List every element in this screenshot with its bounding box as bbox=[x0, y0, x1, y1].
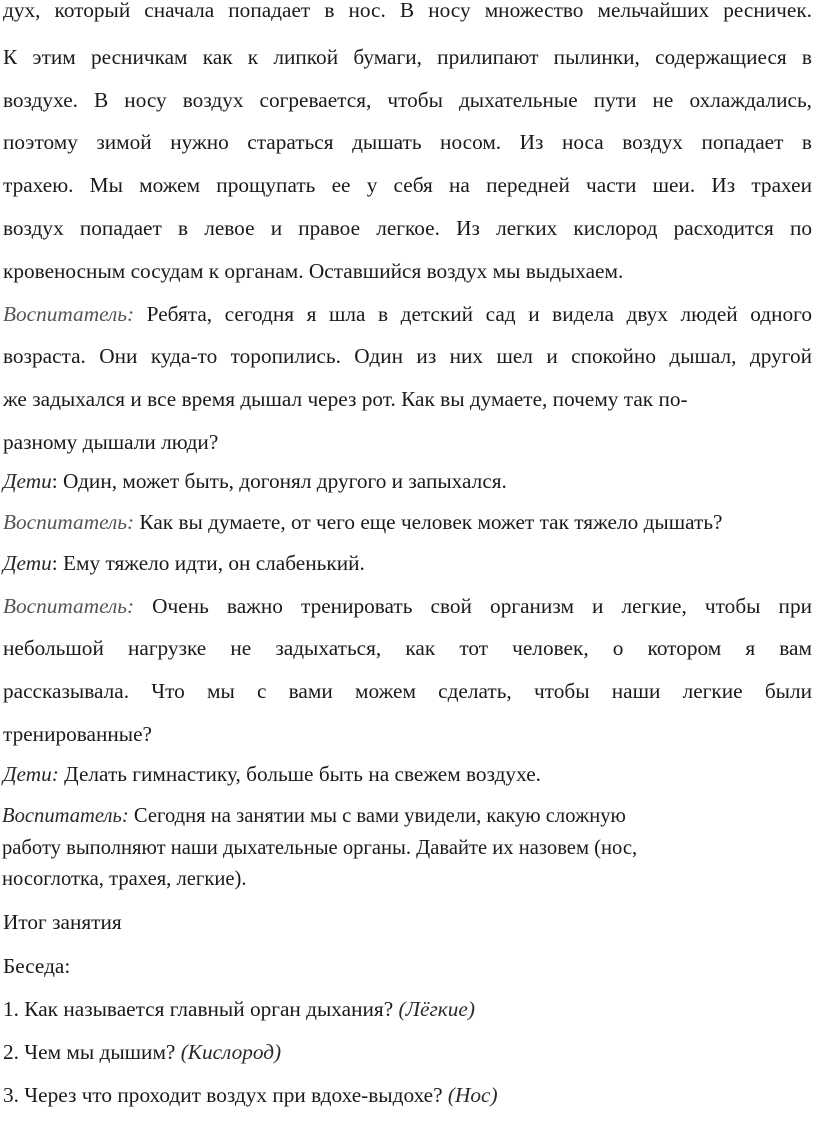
paragraph-line: воздух попадает в левое и правое легкое. Из легких кислород расходится по bbox=[3, 216, 812, 240]
label-colon: : bbox=[51, 551, 58, 575]
paragraph-line: воздухе. В носу воздух согревается, чтобы дыхательные пути не охлаждались, bbox=[3, 88, 812, 112]
children-remark bbox=[3, 467, 812, 495]
label-colon: : bbox=[51, 469, 58, 493]
question-item bbox=[3, 1081, 812, 1109]
paragraph-line: разному дышали люди? bbox=[3, 430, 219, 454]
teacher-label: Воспитатель: bbox=[2, 805, 129, 827]
paragraph-line: тренированные? bbox=[3, 722, 152, 746]
teacher-label: Воспитатель: bbox=[3, 594, 135, 618]
question-text: 1. Как называется главный орган дыхания? bbox=[3, 997, 394, 1021]
question-text: 3. Через что проходит воздух при вдохе-выдохе? bbox=[3, 1083, 443, 1107]
question-answer: (Нос) bbox=[447, 1083, 498, 1107]
paragraph-line: рассказывала. Что мы с вами можем сделать, чтобы наши легкие были bbox=[3, 679, 812, 703]
paragraph-line: работу выполняют наши дыхательные органы. Давайте их назовем (нос, bbox=[2, 837, 638, 859]
question-item bbox=[3, 995, 812, 1023]
teacher-remark bbox=[3, 592, 812, 620]
question-item bbox=[3, 1038, 812, 1066]
teacher-label: Воспитатель: bbox=[3, 302, 135, 326]
summary-heading: Итог занятия bbox=[3, 910, 122, 934]
paragraph-line: кровеносным сосудам к органам. Оставшийся воздух мы выдыхаем. bbox=[3, 259, 624, 283]
teacher-remark bbox=[2, 802, 812, 830]
paragraph-line: же задыхался и все время дышал через рот. Как вы думаете, почему так по- bbox=[3, 387, 688, 411]
children-label: Дети bbox=[3, 469, 52, 493]
children-remark bbox=[3, 760, 812, 788]
remark-text: Делать гимнастику, больше быть на свежем воздухе. bbox=[64, 762, 541, 786]
teacher-remark bbox=[3, 300, 812, 328]
talk-label: Беседа: bbox=[3, 954, 71, 978]
paragraph-line: дух, который сначала попадает в нос. В носу множество мельчайших ресничек. bbox=[3, 0, 812, 22]
teacher-label: Воспитатель: bbox=[3, 510, 135, 534]
paragraph-line: поэтому зимой нужно стараться дышать носом. Из носа воздух попадает в bbox=[3, 130, 812, 154]
remark-text: Ему тяжело идти, он слабенький. bbox=[63, 551, 365, 575]
children-label: Дети: bbox=[3, 762, 59, 786]
remark-text: Очень важно тренировать свой организм и легкие, чтобы при bbox=[152, 594, 812, 618]
children-remark bbox=[3, 549, 812, 577]
paragraph-line: носоглотка, трахея, легкие). bbox=[2, 868, 247, 890]
remark-text: Сегодня на занятии мы с вами увидели, какую сложную bbox=[133, 805, 626, 827]
paragraph-line: К этим ресничкам как к липкой бумаги, прилипают пылинки, содержащиеся в bbox=[3, 45, 812, 69]
children-label: Дети bbox=[3, 551, 52, 575]
question-answer: (Лёгкие) bbox=[398, 997, 475, 1021]
question-answer: (Кислород) bbox=[180, 1040, 282, 1064]
teacher-remark bbox=[3, 508, 812, 536]
remark-text: Ребята, сегодня я шла в детский сад и видела двух людей одного bbox=[146, 302, 812, 326]
remark-text: Один, может быть, догонял другого и запыхался. bbox=[63, 469, 507, 493]
paragraph-line: трахею. Мы можем прощупать ее у себя на передней части шеи. Из трахеи bbox=[3, 173, 812, 197]
remark-text: Как вы думаете, от чего еще человек может так тяжело дышать? bbox=[139, 510, 723, 534]
paragraph-line: небольшой нагрузке не задыхаться, как тот человек, о котором я вам bbox=[3, 636, 812, 660]
paragraph-line: возраста. Они куда-то торопились. Один из них шел и спокойно дышал, другой bbox=[3, 344, 812, 368]
question-text: 2. Чем мы дышим? bbox=[3, 1040, 176, 1064]
